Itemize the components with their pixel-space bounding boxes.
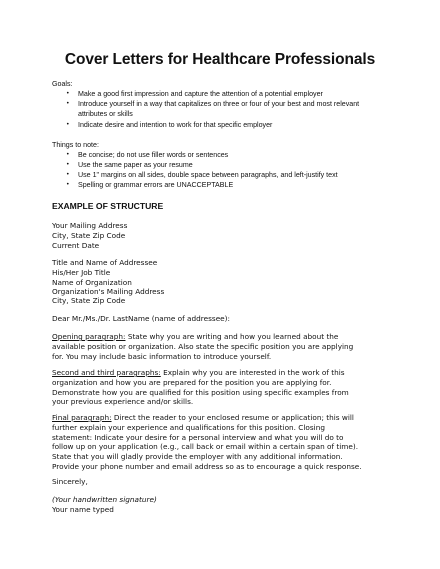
paragraph-line: your previous experience and/or skills. xyxy=(52,397,194,407)
paragraph-line: further explain your experience and qualifications for this position. Closing xyxy=(52,422,325,432)
paragraph-line: State why you are writing and how you learned about the xyxy=(125,332,339,341)
bullet-icon: • xyxy=(66,171,70,178)
bullet-icon: • xyxy=(66,181,70,188)
page-title: Cover Letters for Healthcare Professionals xyxy=(64,51,376,68)
recipient-line: His/Her Job Title xyxy=(52,268,111,277)
recipient-line: Organization's Mailing Address xyxy=(52,287,165,296)
paragraph-line: statement: Indicate your desire for a personal interview and what you will do to xyxy=(52,432,344,442)
current-date: Current Date xyxy=(52,241,100,250)
goal-item: Make a good first impression and capture the attention of a potential employer xyxy=(78,90,323,98)
signature-placeholder: (Your handwritten signature) xyxy=(52,495,157,504)
bullet-icon: • xyxy=(66,151,70,158)
bullet-icon: • xyxy=(66,90,70,97)
opening-paragraph xyxy=(52,332,397,361)
sender-address-line: City, State Zip Code xyxy=(52,231,126,240)
note-item: Spelling or grammar errors are UNACCEPTABLE xyxy=(78,181,234,189)
note-item: Be concise; do not use filler words or sentences xyxy=(78,151,229,159)
paragraph-label: Opening paragraph: xyxy=(52,332,126,341)
recipient-line: Name of Organization xyxy=(52,278,132,287)
paragraph-line: Direct the reader to your enclosed resume or application; this will xyxy=(111,413,354,422)
closing: Sincerely, xyxy=(52,477,88,486)
paragraph-line: Provide your phone number and email address so as to encourage a quick response. xyxy=(52,461,362,471)
paragraph-line: Explain why you are interested in the work of this xyxy=(160,368,345,377)
typed-name: Your name typed xyxy=(52,505,114,514)
bullet-icon: • xyxy=(66,121,70,128)
salutation: Dear Mr./Ms./Dr. LastName (name of addressee): xyxy=(52,314,230,323)
paragraph-line: organization and how you are prepared for the position you are applying for. xyxy=(52,377,332,387)
section-heading: EXAMPLE OF STRUCTURE xyxy=(52,201,164,211)
paragraph-line: available position or organization. Also state the specific position you are applying xyxy=(52,341,354,351)
paragraph-line: for. You may include basic information to introduce yourself. xyxy=(52,351,272,361)
paragraph-line: Demonstrate how you are qualified for this position using specific examples from xyxy=(52,387,349,397)
paragraph-label: Second and third paragraphs: xyxy=(52,368,161,377)
bullet-icon: • xyxy=(66,161,70,168)
note-item: Use the same paper as your resume xyxy=(78,161,193,169)
goal-item: Introduce yourself in a way that capitalizes on three or four of your best and most relevant attributes or skills xyxy=(78,100,360,118)
notes-label: Things to note: xyxy=(52,141,99,149)
goals-label: Goals: xyxy=(52,80,73,88)
sender-address-line: Your Mailing Address xyxy=(52,221,128,230)
final-paragraph xyxy=(52,413,397,472)
note-item: Use 1" margins on all sides, double space between paragraphs, and left-justify text xyxy=(78,171,338,179)
paragraph-label: Final paragraph: xyxy=(52,413,112,422)
paragraph-line: follow up on your application (e.g., call back or email within a certain span of time). xyxy=(52,442,359,452)
bullet-icon: • xyxy=(66,100,70,107)
second-third-paragraph xyxy=(52,368,397,407)
paragraph-line: State that you will gladly provide the employer with any additional information. xyxy=(52,452,343,462)
goal-item: Indicate desire and intention to work for that specific employer xyxy=(78,121,273,129)
recipient-line: Title and Name of Addressee xyxy=(52,258,158,267)
recipient-line: City, State Zip Code xyxy=(52,296,126,305)
